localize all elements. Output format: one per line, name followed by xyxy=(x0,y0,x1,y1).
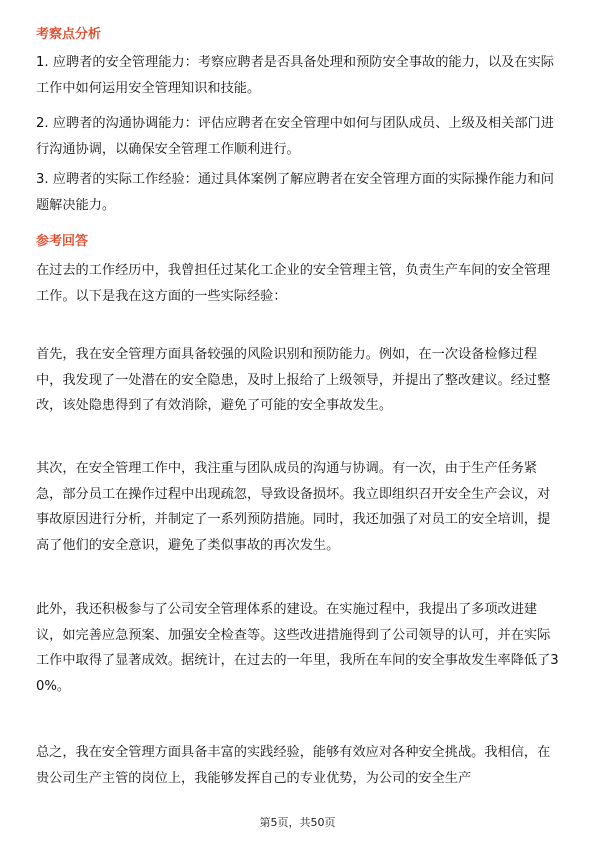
answer-paragraph-1: 在过去的工作经历中，我曾担任过某化工企业的安全管理主管，负责生产车间的安全管理工作。以下是我在这方面的一些实际经验： xyxy=(36,263,551,304)
analysis-item-3: 3. 应聘者的实际工作经验：通过具体案例了解应聘者在安全管理方面的实际操作能力和问题解决能力。 xyxy=(36,172,554,213)
answer-paragraph-4: 此外，我还积极参与了公司安全管理体系的建设。在实施过程中，我提出了多项改进建议，如完善应急预案、加强安全检查等。这些改进措施得到了公司领导的认可，并在实际工作中取得了显著成效。据统计，在过去的一年里，我所在车间的安全事故发生率降低了30%。 xyxy=(36,602,559,694)
analysis-item-2: 2. 应聘者的沟通协调能力：评估应聘者在安全管理中如何与团队成员、上级及相关部门进行沟通协调，以确保安全管理工作顺利进行。 xyxy=(36,116,554,157)
section-heading-analysis: 考察点分析 xyxy=(36,27,102,42)
analysis-item-1: 1. 应聘者的安全管理能力：考察应聘者是否具备处理和预防安全事故的能力，以及在实际工作中如何运用安全管理知识和技能。 xyxy=(36,55,554,96)
answer-paragraph-3: 其次，在安全管理工作中，我注重与团队成员的沟通与协调。有一次，由于生产任务紧急，部分员工在操作过程中出现疏忽，导致设备损坏。我立即组织召开安全生产会议，对事故原因进行分析，并制定了一系列预防措施。同时，我还加强了对员工的安全培训，提高了他们的安全意识，避免了类似事故的再次发生。 xyxy=(36,461,551,553)
section-heading-reference-answer: 参考回答 xyxy=(36,234,89,249)
answer-paragraph-5: 总之，我在安全管理方面具备丰富的实践经验，能够有效应对各种安全挑战。我相信，在贵公司生产主管的岗位上，我能够发挥自己的专业优势，为公司的安全生产 xyxy=(36,745,551,786)
answer-paragraph-2: 首先，我在安全管理方面具备较强的风险识别和预防能力。例如，在一次设备检修过程中，我发现了一处潜在的安全隐患，及时上报给了上级领导，并提出了整改建议。经过整改，该处隐患得到了有效消除，避免了可能的安全事故发生。 xyxy=(36,347,551,413)
page-number-footer: 第5页，共50页 xyxy=(259,816,336,829)
